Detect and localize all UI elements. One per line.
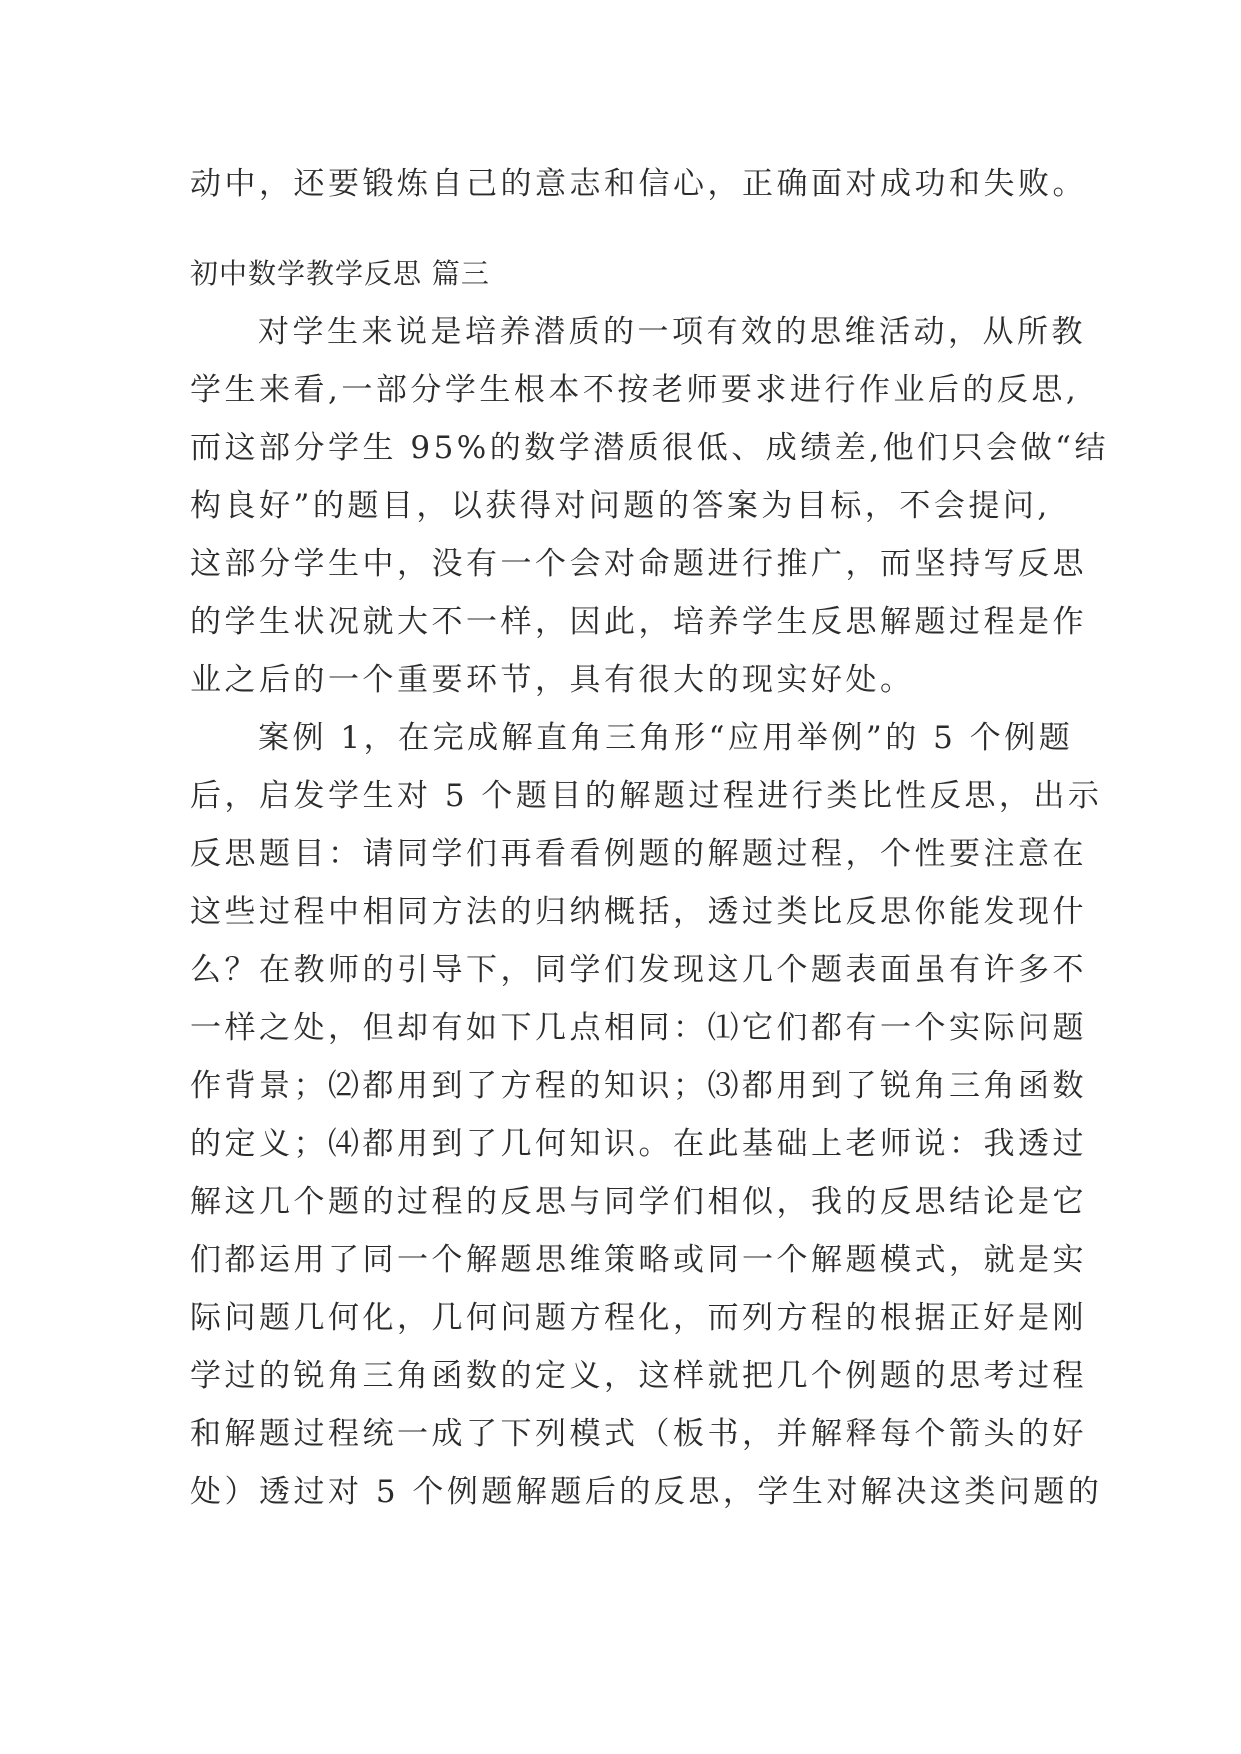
continuation-line: 动中，还要锻炼自己的意志和信心，正确面对成功和失败。 [190, 166, 1087, 202]
text-line: 这些过程中相同方法的归纳概括，透过类比反思你能发现什 [190, 894, 1087, 930]
text-line: 们都运用了同一个解题思维策略或同一个解题模式，就是实 [190, 1242, 1087, 1278]
text-line: 案例 1，在完成解直角三角形“应用举例”的 5 个例题 [258, 720, 1074, 756]
text-line: 后，启发学生对 5 个题目的解题过程进行类比性反思，出示 [190, 778, 1103, 814]
text-line: 对学生来说是培养潜质的一项有效的思维活动，从所教 [258, 314, 1086, 350]
text-line: 作背景；⑵都用到了方程的知识；⑶都用到了锐角三角函数 [190, 1068, 1087, 1104]
text-line: 一样之处，但却有如下几点相同：⑴它们都有一个实际问题 [190, 1010, 1087, 1046]
text-line: 处）透过对 5 个例题解题后的反思，学生对解决这类问题的 [190, 1474, 1103, 1510]
text-line: 学生来看,一部分学生根本不按老师要求进行作业后的反思, [190, 372, 1080, 408]
text-line: 业之后的一个重要环节，具有很大的现实好处。 [190, 662, 915, 698]
text-line: 构良好”的题目，以获得对问题的答案为目标，不会提问, [190, 488, 1051, 524]
text-line: 学过的锐角三角函数的定义，这样就把几个例题的思考过程 [190, 1358, 1087, 1394]
paragraph-2 [190, 709, 1103, 1521]
document-body [190, 155, 1109, 1521]
text-line: 际问题几何化，几何问题方程化，而列方程的根据正好是刚 [190, 1300, 1087, 1336]
text-line: 么？在教师的引导下，同学们发现这几个题表面虽有许多不 [190, 952, 1087, 988]
text-line: 的学生状况就大不一样，因此，培养学生反思解题过程是作 [190, 604, 1087, 640]
text-line: 和解题过程统一成了下列模式（板书，并解释每个箭头的好 [190, 1416, 1087, 1452]
paragraph-1 [190, 303, 1109, 709]
section-title: 初中数学教学反思 篇三 [190, 257, 490, 290]
text-line: 这部分学生中，没有一个会对命题进行推广，而坚持写反思 [190, 546, 1087, 582]
text-line: 而这部分学生 95%的数学潜质很低、成绩差,他们只会做“结 [190, 430, 1109, 466]
text-line: 的定义；⑷都用到了几何知识。在此基础上老师说：我透过 [190, 1126, 1087, 1162]
text-line: 解这几个题的过程的反思与同学们相似，我的反思结论是它 [190, 1184, 1087, 1220]
text-line: 反思题目：请同学们再看看例题的解题过程，个性要注意在 [190, 836, 1087, 872]
